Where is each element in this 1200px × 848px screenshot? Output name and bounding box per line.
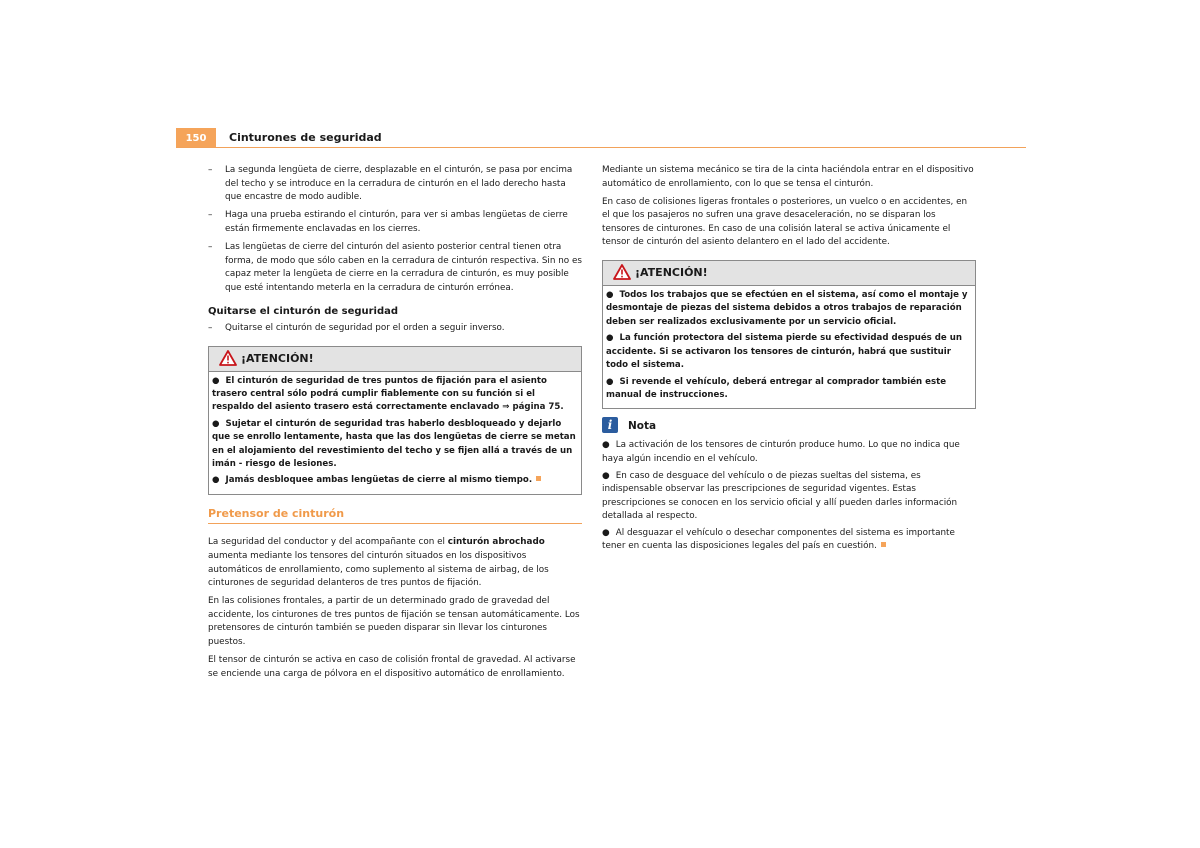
warning-bullet: [212, 418, 578, 472]
warning-bullet-text: La función protectora del sistema pierde su efectividad después de un accidente. Si se activaron los tensores de cinturón, habrá que sustituir todo el sistema.: [606, 333, 962, 371]
bullet-marker: ●: [602, 470, 610, 481]
note-bullet: [602, 527, 976, 554]
note-bullet: [602, 439, 976, 466]
paragraph-bold-text: cinturón abrochado: [447, 537, 545, 548]
note-title: Nota: [628, 420, 657, 433]
warning-bullet: [212, 474, 578, 487]
dash-marker: –: [208, 165, 213, 175]
note-header: [602, 417, 976, 437]
paragraph-text: aumenta mediante los tensores del cinturón situados en los dispositivos automáticos de enrollamiento, como suplemento al sistema de airbag, de los cinturones de seguridad delanteros de tres puntos de fijación.: [208, 550, 549, 589]
bullet-marker: ●: [606, 376, 614, 387]
page-number: 150: [176, 128, 216, 148]
bullet-marker: ●: [212, 475, 220, 486]
paragraph-text: La seguridad del conductor y del acompañante con el: [208, 537, 448, 548]
note-bullet-text: Al desguazar el vehículo o desechar componentes del sistema es importante tener en cuenta las disposiciones legales del país en cuestión.: [602, 527, 955, 552]
bullet-marker: ●: [602, 440, 610, 451]
warning-bullet-text: Si revende el vehículo, deberá entregar al comprador también este manual de instrucciones.: [606, 376, 947, 400]
paragraph: En las colisiones frontales, a partir de un determinado grado de gravedad del accidente, los cinturones de tres puntos de fijación se tensan automáticamente. Los pretensores de cinturón también se pueden disparar sin llevar los cinturones puestos.: [208, 596, 580, 648]
dash-marker: –: [208, 241, 213, 252]
warning-body: [209, 372, 581, 494]
warning-bullet-text: Sujetar el cinturón de seguridad tras haberlo desbloqueado y dejarlo que se enrollo lentamente, hasta que las dos lengüetas de cierre se metan en el alojamiento del revestimiento del techo y se fijen allá a través de un imán - riesgo de lesiones.: [212, 418, 576, 469]
bullet-marker: ●: [606, 290, 614, 301]
warning-title: ¡ATENCIÓN!: [635, 266, 708, 280]
list-item-text: La segunda lengüeta de cierre, desplazable en el cinturón, se pasa por encima del techo y se introduce en la cerradura de cinturón en el lado derecho hasta que encastre de modo audible.: [225, 165, 573, 203]
paragraph: Mediante un sistema mecánico se tira de la cinta haciéndola entrar en el dispositivo automático de enrollamiento, con lo que se tensa el cinturón.: [602, 165, 974, 189]
note-bullet: [602, 470, 976, 524]
dash-marker: –: [208, 322, 213, 333]
note-bullet-text: En caso de desguace del vehículo o de piezas sueltas del sistema, es indispensable observar las prescripciones de seguridad vigentes. Estas prescripciones se conocen en los servicio oficial y allí pueden darles información detallada al respecto.: [602, 470, 958, 522]
bullet-marker: ●: [212, 375, 220, 386]
list-item: [208, 164, 582, 205]
list-item: [208, 209, 582, 236]
warning-bullet-text: Todos los trabajos que se efectúen en el sistema, así como el montaje y desmontaje de piezas del sistema debidos a otros trabajos de reparación deben ser realizados exclusivamente por un servicio oficial.: [606, 290, 968, 327]
note-bullet-text: La activación de los tensores de cinturón produce humo. Lo que no indica que haya algún incendio en el vehículo.: [602, 440, 960, 464]
chapter-title: Cinturones de seguridad: [229, 131, 382, 144]
paragraph: En caso de colisiones ligeras frontales o posteriores, un vuelco o en accidentes, en el que los pasajeros no sufren una grave desaceleración, no se disparan los tensores de cinturones. En caso de una colisión lateral se activa únicamente el tensor de cinturón del asiento delantero en el lado del accidente.: [602, 196, 968, 248]
subsection-heading: Quitarse el cinturón de seguridad: [208, 306, 399, 318]
left-column: [208, 164, 582, 686]
list-item: [208, 322, 582, 336]
dash-marker: –: [208, 210, 213, 221]
list-item-text: Quitarse el cinturón de seguridad por el orden a seguir inverso.: [225, 322, 505, 333]
warning-bullet: [606, 332, 972, 372]
end-marker-icon: [536, 476, 541, 481]
warning-header: [209, 347, 581, 372]
end-marker-icon: [881, 542, 886, 547]
bullet-marker: ●: [606, 333, 614, 344]
warning-body: [603, 286, 975, 408]
warning-bullet: [212, 375, 578, 415]
bullet-marker: ●: [602, 527, 610, 538]
warning-title: ¡ATENCIÓN!: [241, 351, 314, 365]
warning-bullet-text: El cinturón de seguridad de tres puntos de fijación para el asiento trasero central sólo podrá cumplir fiablemente con su función si el respaldo del asiento trasero está correctamente enclavado ⇒ página 75.: [212, 375, 564, 413]
warning-triangle-icon: [219, 350, 237, 366]
section-heading: Pretensor de cinturón: [208, 507, 582, 525]
right-column: [602, 164, 976, 557]
bullet-marker: ●: [212, 418, 220, 429]
warning-bullet: [606, 376, 972, 403]
paragraph: El tensor de cinturón se activa en caso de colisión frontal de gravedad. Al activarse se enciende una carga de pólvora en el dispositivo automático de enrollamiento.: [208, 655, 576, 679]
page-header: [176, 128, 1026, 148]
warning-triangle-icon: [613, 264, 631, 280]
warning-box: [602, 260, 976, 409]
list-item-text: Haga una prueba estirando el cinturón, para ver si ambas lengüetas de cierre están firmemente enclavadas en los cierres.: [225, 210, 568, 234]
paragraph: [208, 536, 582, 590]
warning-bullet-text: Jamás desbloquee ambas lengüetas de cierre al mismo tiempo.: [225, 475, 533, 486]
warning-box: [208, 346, 582, 495]
info-icon: i: [602, 417, 618, 433]
list-item-text: Las lengüetas de cierre del cinturón del asiento posterior central tienen otra forma, de modo que sólo caben en la cerradura de cinturón respectiva. Sin no es capaz meter la lengüeta de cierre en la cerradura de cinturón, es muy posible que esté intentando meterla en la cerradura de cinturón errónea.: [225, 241, 582, 293]
header-rule: [176, 147, 1026, 148]
warning-header: [603, 261, 975, 286]
warning-bullet: [606, 289, 972, 329]
list-item: [208, 241, 582, 295]
